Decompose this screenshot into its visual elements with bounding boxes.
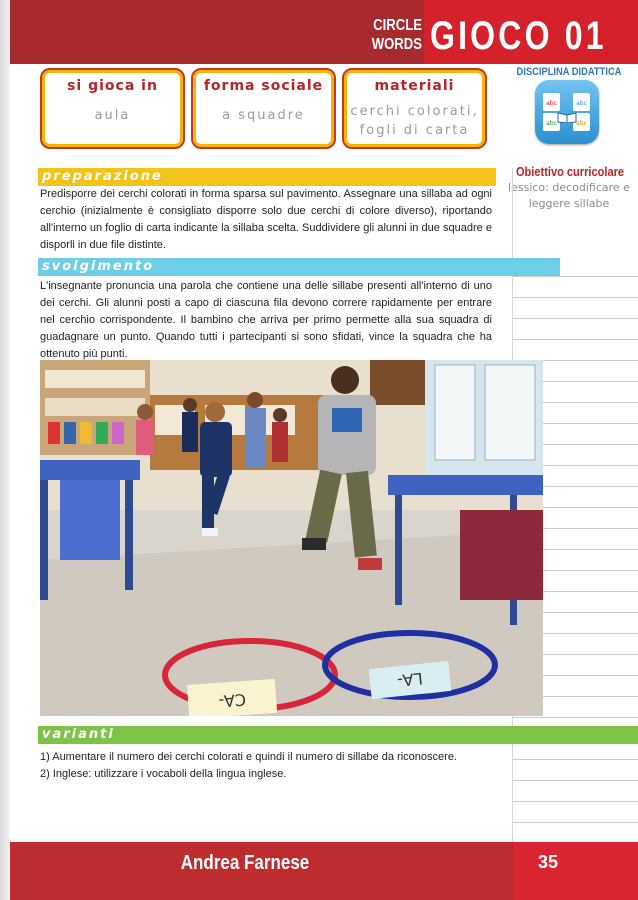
info-box-forma-sociale xyxy=(191,68,336,149)
disciplina-label: DISCIPLINA DIDATTICA xyxy=(516,66,622,78)
info-box-value-line2: fogli di carta xyxy=(359,123,470,138)
game-name xyxy=(363,16,422,54)
info-box-title: si gioca in xyxy=(67,78,158,94)
varianti-item: 1) Aumentare il numero dei cerchi colorati e quindi il numero di sillabe da riconoscere. xyxy=(40,751,457,763)
section-header-svolgimento: svolgimento xyxy=(38,258,560,276)
obiettivo-text xyxy=(505,180,633,212)
classroom-photo xyxy=(40,360,543,716)
varianti-item: 2) Inglese: utilizzare i vocaboli della lingua inglese. xyxy=(40,768,287,780)
syllable-sign-left: CA- xyxy=(217,689,247,711)
info-box-title: forma sociale xyxy=(203,78,324,94)
info-box-value: a squadre xyxy=(222,108,305,123)
obiettivo-text-line2: leggere sillabe xyxy=(528,197,610,210)
syllable-card-text: abc xyxy=(546,100,557,107)
page-title: GIOCO 01 xyxy=(430,14,607,58)
obiettivo-text-line1: lessico: decodificare e xyxy=(508,181,630,194)
obiettivo-title: Obiettivo curricolare xyxy=(515,164,625,179)
preparazione-text: Predisporre dei cerchi colorati in forma sparsa sul pavimento. Assegnare una sillaba ad ogni cerchio (inizialmente è consigliato disporre solo due cerchi di colore diverso), riportando all'interno un foglio di carta indicante la sillaba scelta. Suddividere gli alunni in due squadre e disporli in due file distinte. xyxy=(40,188,492,251)
open-book-icon xyxy=(557,108,577,120)
syllable-sign-right: LA- xyxy=(396,668,424,691)
reading-app-icon xyxy=(535,80,599,144)
svolgimento-text: L'insegnante pronuncia una parola che contiene una delle sillabe presenti all'interno di uno dei cerchi. Gli alunni posti a capo di ciascuna fila devono correre rapidamente per entrare nel cerchio corrispondente. Il bambino che arriva per primo permette alla sua squadra di guadagnare un punto. Quando tutti i partecipanti si sono sfidati, vince la squadra che ha ottenuto più punti. xyxy=(40,280,492,360)
syllable-card-text: abc xyxy=(576,100,587,107)
syllable-card-text: abc xyxy=(546,120,557,127)
page-binding-edge xyxy=(0,0,10,900)
game-name-line1: CIRCLE xyxy=(373,17,422,34)
info-box-title: materiali xyxy=(374,78,455,94)
section-header-varianti: varianti xyxy=(38,726,638,744)
info-box-materiali xyxy=(342,68,487,149)
varianti-list xyxy=(40,749,492,783)
info-box-value: aula xyxy=(94,108,131,123)
section-header-preparazione: preparazione xyxy=(38,168,496,186)
info-box-si-gioca-in xyxy=(40,68,185,149)
author-name: Andrea Farnese xyxy=(180,852,310,874)
game-name-line2: WORDS xyxy=(371,36,422,53)
info-box-value xyxy=(348,102,481,140)
syllable-card-text: abc xyxy=(576,120,587,127)
info-box-value-line1: cerchi colorati, xyxy=(350,104,479,119)
page-number: 35 xyxy=(537,852,559,872)
